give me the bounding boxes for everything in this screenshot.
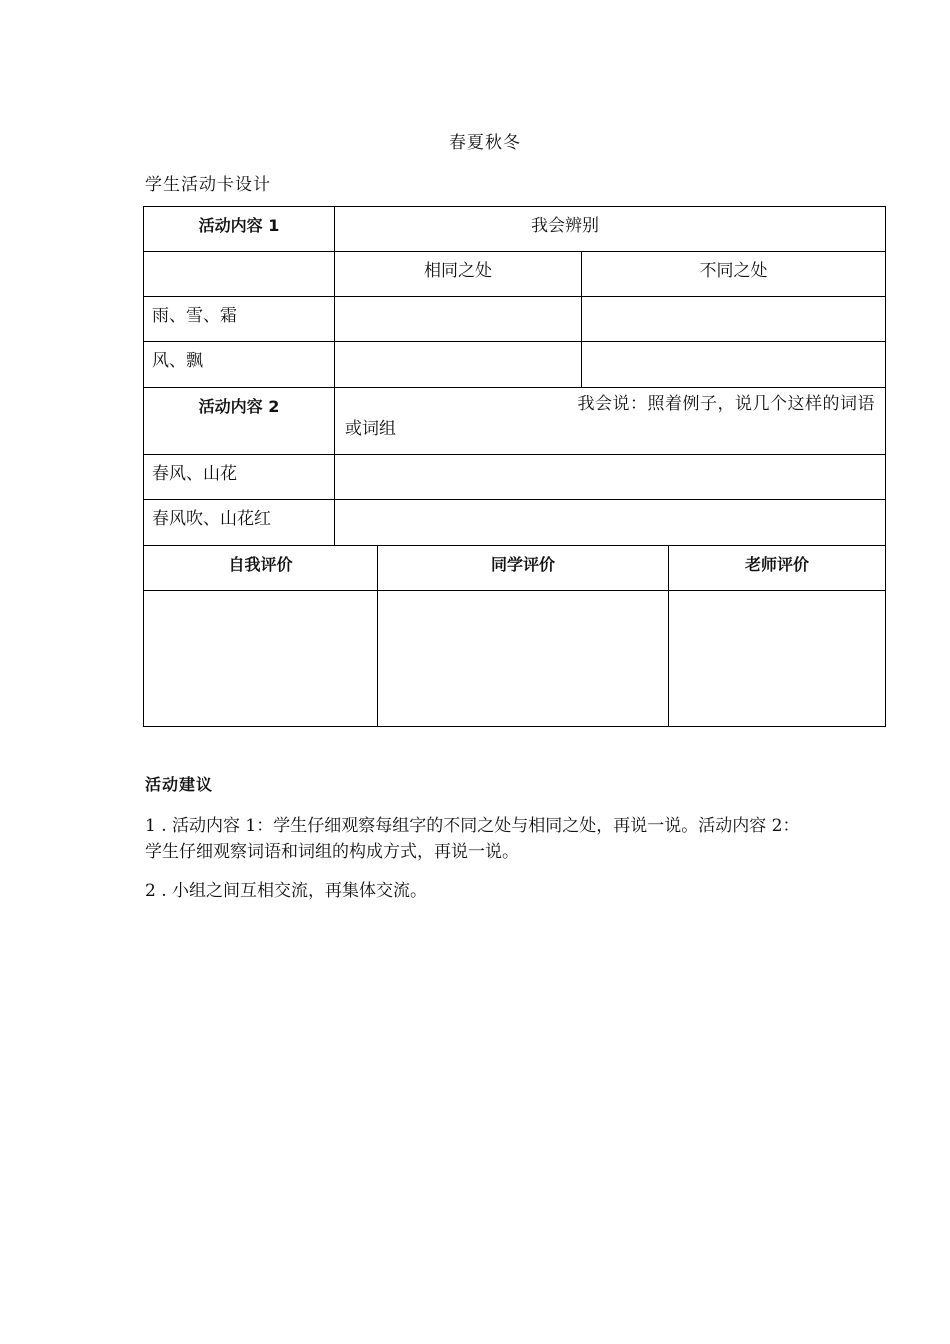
activity2-label: 活动内容 2 (144, 388, 335, 455)
self-evaluation-header: 自我评价 (144, 546, 378, 591)
row-label: 风、飘 (144, 342, 335, 388)
diff-header: 不同之处 (582, 252, 886, 297)
table-row (144, 297, 886, 342)
diff-answer-cell[interactable] (582, 342, 886, 388)
row-label: 雨、雪、霜 (144, 297, 335, 342)
activity1-header-row (144, 207, 886, 252)
self-evaluation-cell[interactable] (144, 591, 378, 727)
table-row (144, 455, 886, 500)
diff-answer-cell[interactable] (582, 297, 886, 342)
instruction-line-1: 我会说：照着例子，说几个这样的词语 (577, 394, 875, 414)
answer-cell[interactable] (335, 500, 886, 546)
same-answer-cell[interactable] (335, 297, 582, 342)
activity1-title: 我会辨别 (335, 207, 886, 252)
row-label: 春风吹、山花红 (144, 500, 335, 546)
evaluation-body-row (144, 591, 886, 727)
activity-table (143, 206, 886, 546)
table-row (144, 500, 886, 546)
activity2-header-row (144, 388, 886, 455)
teacher-evaluation-header: 老师评价 (669, 546, 886, 591)
row-label: 春风、山花 (144, 455, 335, 500)
table-row (144, 342, 886, 388)
empty-header-cell (144, 252, 335, 297)
compare-header-row (144, 252, 886, 297)
peer-evaluation-cell[interactable] (378, 591, 669, 727)
answer-cell[interactable] (335, 455, 886, 500)
activity2-instruction (335, 388, 886, 455)
document-subtitle: 学生活动卡设计 (145, 175, 271, 195)
activity1-label: 活动内容 1 (144, 207, 335, 252)
evaluation-header-row (144, 546, 886, 591)
evaluation-table (143, 545, 886, 727)
peer-evaluation-header: 同学评价 (378, 546, 669, 591)
same-header: 相同之处 (335, 252, 582, 297)
document-title: 春夏秋冬 (449, 133, 521, 153)
same-answer-cell[interactable] (335, 342, 582, 388)
teacher-evaluation-cell[interactable] (669, 591, 886, 727)
suggestion-item-2: 2 . 小组之间互相交流，再集体交流。 (145, 881, 428, 901)
suggestions-title: 活动建议 (145, 775, 214, 794)
suggestion-item-1: 1 . 活动内容 1：学生仔细观察每组字的不同之处与相同之处，再说一说。活动内容 2：学生仔细观察词语和词组的构成方式，再说一说。 (145, 816, 800, 862)
instruction-line-2: 或词组 (345, 419, 396, 439)
